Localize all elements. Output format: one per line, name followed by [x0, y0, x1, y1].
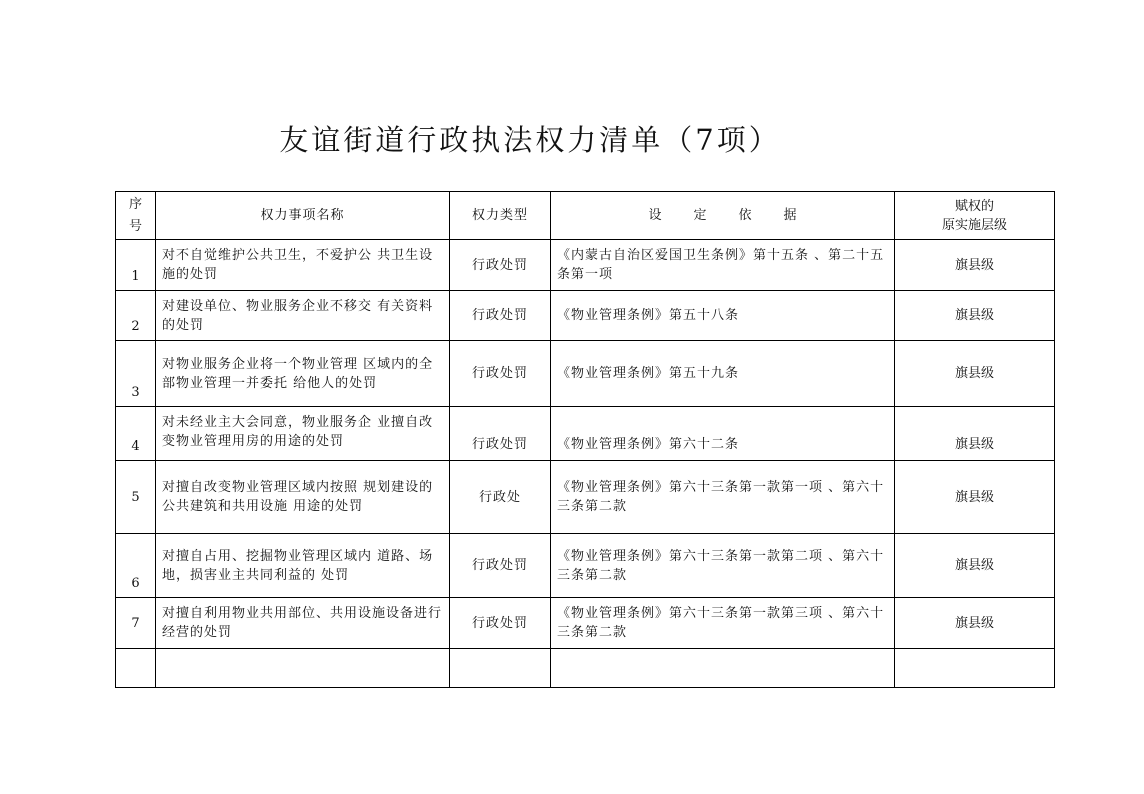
table-row — [116, 291, 1055, 341]
row-name: 对建设单位、物业服务企业不移交 有关资料的处罚 — [156, 291, 450, 341]
row-level: 旗县级 — [895, 534, 1055, 598]
table-row — [116, 341, 1055, 407]
row-type: 行政处罚 — [450, 534, 551, 598]
row-type: 行政处罚 — [450, 291, 551, 341]
empty-cell — [551, 649, 895, 688]
row-no: 6 — [116, 534, 156, 598]
row-basis: 《物业管理条例》第六十二条 — [551, 407, 895, 461]
row-basis: 《物业管理条例》第六十三条第一款第二项 、第六十 三条第二款 — [551, 534, 895, 598]
header-level-line2: 原实施层级 — [941, 217, 1007, 233]
table-row — [116, 240, 1055, 291]
row-name: 对擅自占用、挖掘物业管理区域内 道路、场地，损害业主共同利益的 处罚 — [156, 534, 450, 598]
row-no: 7 — [116, 598, 156, 649]
row-type: 行政处 — [450, 461, 551, 534]
header-basis — [551, 192, 895, 240]
row-level: 旗县级 — [895, 291, 1055, 341]
row-level: 旗县级 — [895, 407, 1055, 461]
header-basis-char: 设 — [648, 208, 662, 223]
row-name: 对不自觉维护公共卫生，不爱护公 共卫生设施的处罚 — [156, 240, 450, 291]
row-no: 4 — [116, 407, 156, 461]
row-level: 旗县级 — [895, 341, 1055, 407]
row-name: 对物业服务企业将一个物业管理 区域内的全部物业管理一并委托 给他人的处罚 — [156, 341, 450, 407]
row-basis: 《物业管理条例》第五十八条 — [551, 291, 895, 341]
table-row — [116, 598, 1055, 649]
row-name: 对未经业主大会同意，物业服务企 业擅自改变物业管理用房的用途的处罚 — [156, 407, 450, 461]
row-no: 2 — [116, 291, 156, 341]
header-basis-char: 依 — [738, 208, 752, 223]
row-basis: 《物业管理条例》第六十三条第一款第三项 、第六十 三条第二款 — [551, 598, 895, 649]
row-level: 旗县级 — [895, 240, 1055, 291]
header-type: 权力类型 — [450, 192, 551, 240]
empty-cell — [156, 649, 450, 688]
row-basis: 《内蒙古自治区爱国卫生条例》第十五条 、第二十五 条第一项 — [551, 240, 895, 291]
row-basis: 《物业管理条例》第六十三条第一款第一项 、第六十 三条第二款 — [551, 461, 895, 534]
table-row — [116, 407, 1055, 461]
header-level — [895, 192, 1055, 240]
row-type: 行政处罚 — [450, 341, 551, 407]
header-basis-char: 据 — [783, 208, 797, 223]
empty-cell — [895, 649, 1055, 688]
row-no: 5 — [116, 461, 156, 534]
row-type: 行政处罚 — [450, 598, 551, 649]
table-row — [116, 461, 1055, 534]
row-level: 旗县级 — [895, 598, 1055, 649]
header-basis-char: 定 — [693, 208, 707, 223]
row-no: 1 — [116, 240, 156, 291]
row-name: 对擅自利用物业共用部位、共用设施设备进行经营的处罚 — [156, 598, 450, 649]
row-basis: 《物业管理条例》第五十九条 — [551, 341, 895, 407]
header-name: 权力事项名称 — [156, 192, 450, 240]
row-name: 对擅自改变物业管理区域内按照 规划建设的公共建筑和共用设施 用途的处罚 — [156, 461, 450, 534]
power-list-table — [115, 191, 1055, 688]
row-no: 3 — [116, 341, 156, 407]
header-no-text: 序号 — [128, 196, 142, 234]
table-header-row — [116, 192, 1055, 240]
row-type: 行政处罚 — [450, 240, 551, 291]
empty-cell — [116, 649, 156, 688]
header-no — [116, 192, 156, 240]
empty-cell — [450, 649, 551, 688]
header-level-line1: 赋权的 — [954, 198, 994, 214]
row-level: 旗县级 — [895, 461, 1055, 534]
table-row — [116, 534, 1055, 598]
page-title: 友谊街道行政执法权力清单（7项） — [279, 123, 781, 157]
row-type: 行政处罚 — [450, 407, 551, 461]
empty-row — [116, 649, 1055, 688]
